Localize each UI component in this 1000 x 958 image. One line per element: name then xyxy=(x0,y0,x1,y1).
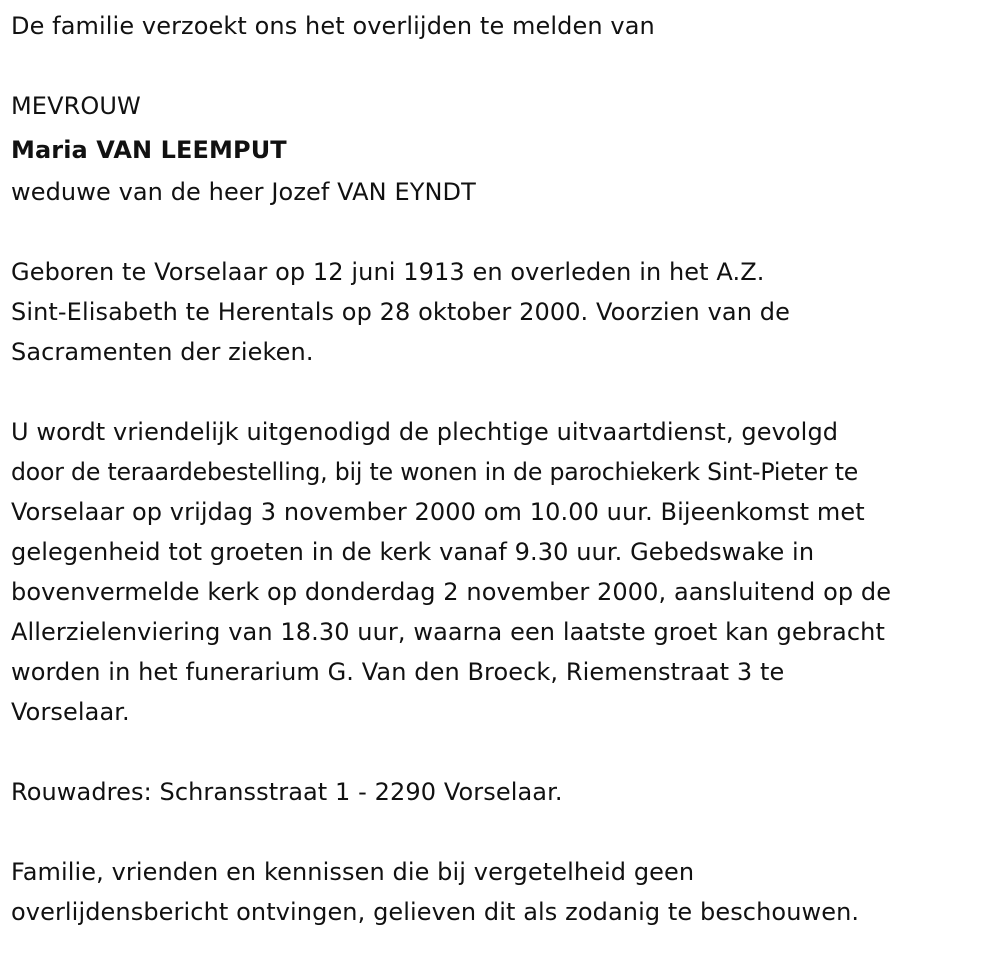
paragraph-line: Sacramenten der zieken. xyxy=(11,338,314,366)
paragraph-line: bovenvermelde kerk op donderdag 2 november 2000, aansluitend op de xyxy=(11,578,892,606)
spacer xyxy=(11,732,992,772)
mourning-address: Rouwadres: Schransstraat 1 - 2290 Vorselaar. xyxy=(11,778,563,806)
paragraph-line: Familie, vrienden en kennissen die bij vergetelheid geen xyxy=(11,858,695,886)
paragraph-line: gelegenheid tot groeten in de kerk vanaf 9.30 uur. Gebedswake in xyxy=(11,538,815,566)
paragraph-line: door de teraardebestelling, bij te wonen in de parochiekerk Sint-Pieter te xyxy=(11,458,859,486)
deceased-name: Maria VAN LEEMPUT xyxy=(11,136,287,164)
paragraph-line: overlijdensbericht ontvingen, gelieven dit als zodanig te beschouwen. xyxy=(11,898,860,926)
paragraph-line: U wordt vriendelijk uitgenodigd de plechtige uitvaartdienst, gevolgd xyxy=(11,418,839,446)
relation-text: weduwe van de heer Jozef VAN EYNDT xyxy=(11,178,476,206)
spacer xyxy=(11,372,992,412)
service-paragraph xyxy=(11,412,992,732)
closing-paragraph xyxy=(11,852,992,932)
honorific-title: MEVROUW xyxy=(11,92,141,120)
spacer xyxy=(11,812,992,852)
paragraph-line: Geboren te Vorselaar op 12 juni 1913 en overleden in het A.Z. xyxy=(11,258,765,286)
spacer xyxy=(11,46,992,86)
paragraph-line: Vorselaar. xyxy=(11,698,130,726)
paragraph-line: Sint-Elisabeth te Herentals op 28 oktober 2000. Voorzien van de xyxy=(11,298,790,326)
paragraph-line: Vorselaar op vrijdag 3 november 2000 om 10.00 uur. Bijeenkomst met xyxy=(11,498,865,526)
paragraph-line: worden in het funerarium G. Van den Broeck, Riemenstraat 3 te xyxy=(11,658,785,686)
intro-text: De familie verzoekt ons het overlijden te melden van xyxy=(11,12,655,40)
paragraph-line: Allerzielenviering van 18.30 uur, waarna een laatste groet kan gebracht xyxy=(11,618,885,646)
spacer xyxy=(11,212,992,252)
birth-death-paragraph xyxy=(11,252,992,372)
